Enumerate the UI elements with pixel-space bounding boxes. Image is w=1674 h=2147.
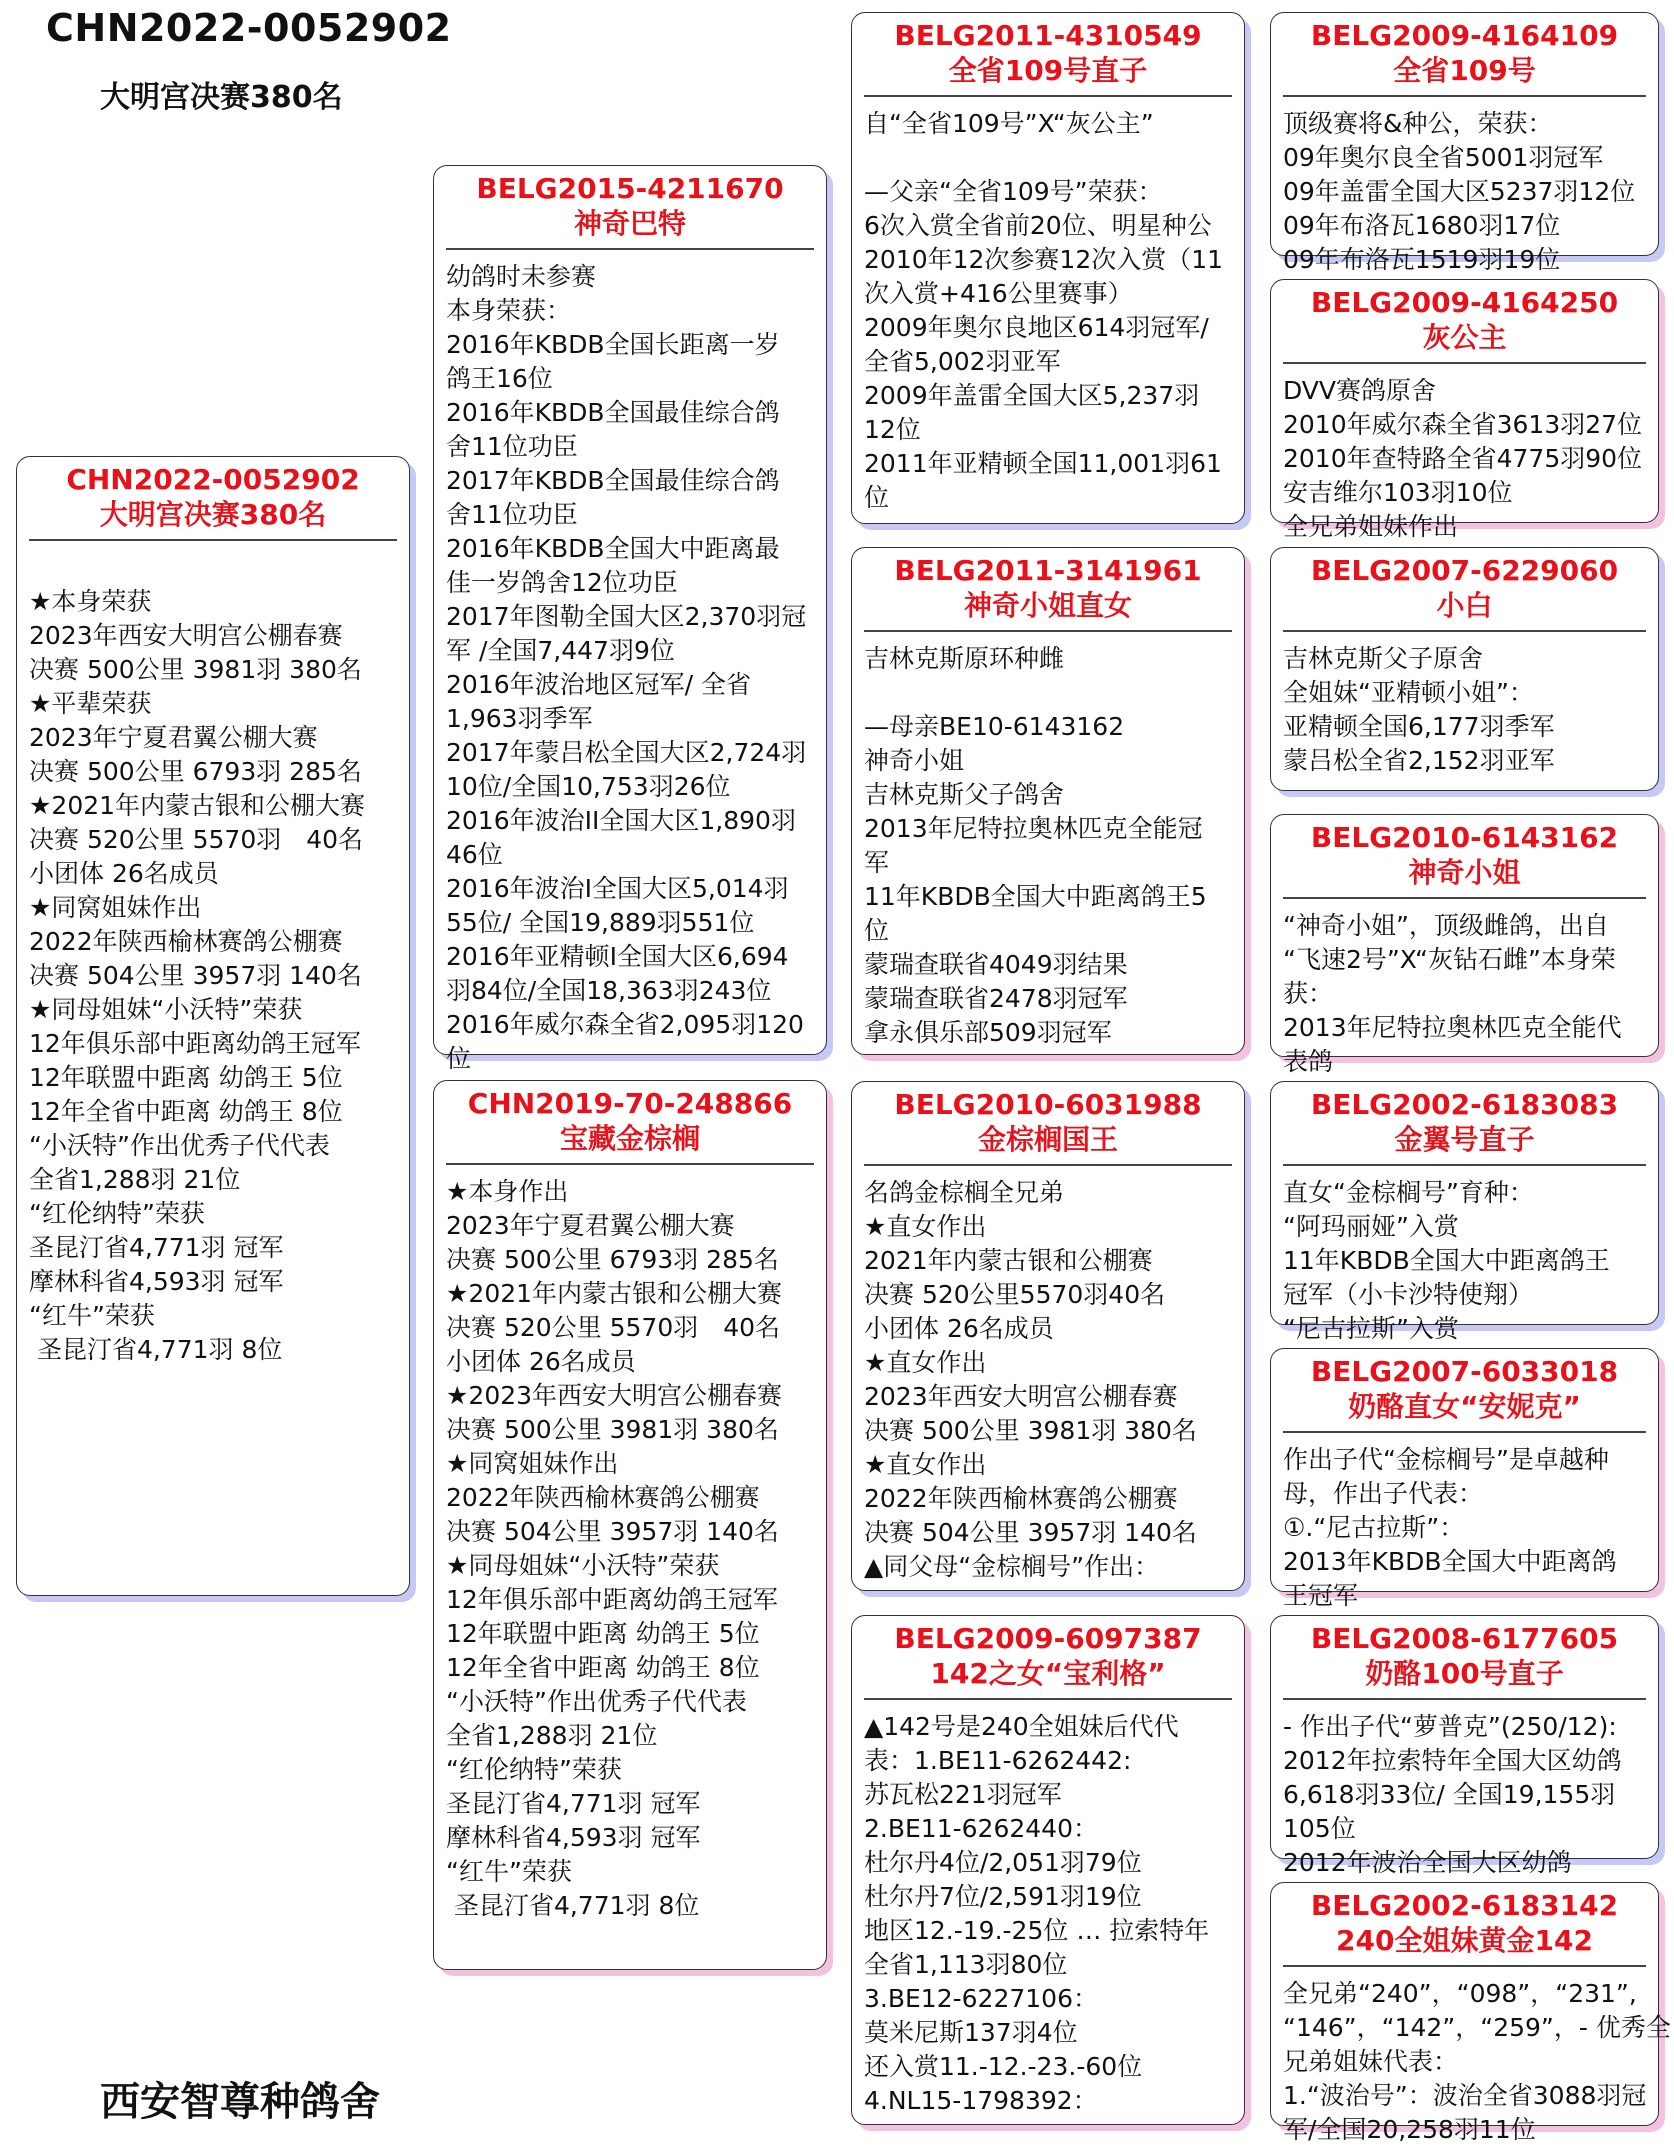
card-divider <box>1283 1698 1646 1700</box>
card-body <box>1271 1443 1658 1613</box>
card-divider <box>1283 1431 1646 1433</box>
achievement-line: 2013年尼特拉奥林匹克全能代 <box>1283 1013 1622 1042</box>
achievement-line: ★同母姐妹“小沃特”荣获 <box>29 995 303 1024</box>
card-body <box>1271 1710 1658 1880</box>
achievement-line: ★平辈荣获 <box>29 689 152 718</box>
achievement-line: 55位/ 全国19,889羽551位 <box>446 908 755 937</box>
achievement-line: 1.“波治号”：波治全省3088羽冠 <box>1283 2081 1647 2110</box>
pigeon-name: 全省109号直子 <box>948 54 1148 87</box>
dam-dam-card <box>851 1615 1245 2125</box>
achievement-line: 圣昆汀省4,771羽 冠军 <box>446 1789 701 1818</box>
achievement-line: 2021年内蒙古银和公棚赛 <box>864 1246 1153 1275</box>
sire-card <box>433 165 827 1073</box>
achievement-line: 全兄弟姐妹作出 <box>1283 512 1459 541</box>
card-body <box>434 1175 826 1923</box>
sire-dam-sire-card <box>1270 547 1659 791</box>
card-divider <box>446 248 814 250</box>
achievement-line: 2016年KBDB全国大中距离最 <box>446 534 780 563</box>
achievement-line: 杜尔丹4位/2,051羽79位 <box>864 1848 1142 1877</box>
achievement-line: ★同窝姐妹作出 <box>446 1449 619 1478</box>
sire-dam-dam-card <box>1270 814 1659 1076</box>
ring-number: BELG2011-3141961 <box>894 554 1202 587</box>
achievement-line: 神奇小姐 <box>864 746 965 775</box>
achievement-line: 羽84位/全国18,363羽243位 <box>446 976 772 1005</box>
card-body <box>1271 909 1658 1079</box>
achievement-line: ★直女作出 <box>864 1212 987 1241</box>
sire-sire-sire-card <box>1270 12 1659 274</box>
achievement-line: 2016年波治I全国大区5,014羽 <box>446 874 789 903</box>
achievement-line: ★直女作出 <box>864 1348 987 1377</box>
card-body <box>17 551 409 1367</box>
achievement-line: 2016年波治II全国大区1,890羽 <box>446 806 796 835</box>
achievement-line: 3.BE12-6227106： <box>864 1984 1098 2013</box>
achievement-line: 决赛 520公里 5570羽 40名 <box>446 1313 781 1342</box>
achievement-line: 安吉维尔103羽10位 <box>1283 478 1513 507</box>
achievement-line: 鸽王16位 <box>446 364 553 393</box>
achievement-line: 位 <box>864 916 890 945</box>
achievement-line: ★同母姐妹“小沃特”荣获 <box>446 1551 720 1580</box>
pigeon-name: 神奇巴特 <box>573 207 686 240</box>
achievement-line: 获： <box>1283 979 1334 1008</box>
achievement-line: 圣昆汀省4,771羽 8位 <box>446 1891 700 1920</box>
achievement-line: “146”，“142”，“259”，- 优秀全 <box>1283 2013 1671 2042</box>
card-divider <box>1283 95 1646 97</box>
achievement-line: “小沃特”作出优秀子代代表 <box>446 1687 747 1716</box>
achievement-line: 本身荣获： <box>446 296 572 325</box>
achievement-line: 苏瓦松221羽冠军 <box>864 1780 1062 1809</box>
card-body <box>1271 1977 1671 2147</box>
achievement-line: 顶级赛将&种公，荣获： <box>1283 109 1553 138</box>
pigeon-name: 金棕榈国王 <box>977 1123 1118 1156</box>
achievement-line: ★直女作出 <box>864 1450 987 1479</box>
achievement-line: “阿玛丽娅”入赏 <box>1283 1212 1459 1241</box>
card-divider <box>29 539 397 541</box>
achievement-line: 全省1,113羽80位 <box>864 1950 1068 1979</box>
achievement-line: 圣昆汀省4,771羽 冠军 <box>29 1233 284 1262</box>
achievement-line: 12年联盟中距离 幼鸽王 5位 <box>446 1619 760 1648</box>
achievement-line: 决赛 520公里 5570羽 40名 <box>29 825 364 854</box>
achievement-line: 摩林科省4,593羽 冠军 <box>446 1823 701 1852</box>
card-body <box>434 260 826 1076</box>
pigeon-name: 小白 <box>1436 589 1493 622</box>
achievement-line: 2010年查特路全省4775羽90位 <box>1283 444 1643 473</box>
achievement-line: —母亲BE10-6143162 <box>864 712 1125 741</box>
ring-number: BELG2002-6183083 <box>1310 1088 1619 1121</box>
achievement-line: 2022年陕西榆林赛鸽公棚赛 <box>446 1483 760 1512</box>
achievement-line: ①.“尼古拉斯”： <box>1283 1513 1465 1542</box>
achievement-line: 圣昆汀省4,771羽 8位 <box>29 1335 283 1364</box>
achievement-line: 10位/全国10,753羽26位 <box>446 772 731 801</box>
pigeon-name: 神奇小姐 <box>1408 856 1521 889</box>
achievement-line: 12位 <box>864 415 921 444</box>
achievement-line: 杜尔丹7位/2,591羽19位 <box>864 1882 1142 1911</box>
achievement-line: 2022年陕西榆林赛鸽公棚赛 <box>864 1484 1178 1513</box>
achievement-line: 2023年西安大明宫公棚春赛 <box>29 621 343 650</box>
achievement-line: 2012年拉索特年全国大区幼鸽 <box>1283 1746 1622 1775</box>
achievement-line: ★2021年内蒙古银和公棚大赛 <box>446 1279 783 1308</box>
achievement-line: 幼鸽时未参赛 <box>446 262 597 291</box>
achievement-line: 莫米尼斯137羽4位 <box>864 2018 1078 2047</box>
card-body <box>1271 374 1658 544</box>
achievement-line: 吉林克斯父子原舍 <box>1283 644 1484 673</box>
achievement-line: 蒙瑞查联省4049羽结果 <box>864 950 1128 979</box>
ring-number: BELG2009-6097387 <box>894 1622 1202 1655</box>
achievement-line: 决赛 500公里 3981羽 380名 <box>864 1416 1197 1445</box>
achievement-line: 2017年KBDB全国最佳综合鸽 <box>446 466 780 495</box>
achievement-line: 11年KBDB全国大中距离鸽王 <box>1283 1246 1610 1275</box>
achievement-line: 军 <box>864 848 890 877</box>
achievement-line: 全省1,288羽 21位 <box>29 1165 241 1194</box>
card-divider <box>1283 630 1646 632</box>
achievement-line: “红牛”荣获 <box>446 1857 572 1886</box>
achievement-line: 王冠军 <box>1283 1581 1359 1610</box>
card-divider <box>446 1163 814 1165</box>
card-divider <box>864 95 1232 97</box>
dam-dam-sire-card <box>1270 1615 1659 1877</box>
achievement-line: 决赛 504公里 3957羽 140名 <box>446 1517 779 1546</box>
achievement-line: “小沃特”作出优秀子代代表 <box>29 1131 330 1160</box>
pigeon-name: 金翼号直子 <box>1394 1123 1535 1156</box>
achievement-line: 2017年蒙吕松全国大区2,724羽 <box>446 738 807 767</box>
achievement-line: 表鸽 <box>1283 1047 1334 1076</box>
dam-card <box>433 1080 827 1970</box>
card-divider <box>1283 1164 1646 1166</box>
achievement-line: 2016年KBDB全国长距离一岁 <box>446 330 780 359</box>
achievement-line: “红伦纳特”荣获 <box>446 1755 622 1784</box>
achievement-line: 2017年图勒全国大区2,370羽冠 <box>446 602 807 631</box>
achievement-line: 决赛 520公里5570羽40名 <box>864 1280 1166 1309</box>
card-body <box>852 642 1244 1050</box>
achievement-line: ★同窝姐妹作出 <box>29 893 202 922</box>
achievement-line: 09年布洛瓦1680羽17位 <box>1283 211 1561 240</box>
achievement-line: —父亲“全省109号”荣获： <box>864 177 1163 206</box>
achievement-line: 12年联盟中距离 幼鸽王 5位 <box>29 1063 343 1092</box>
dam-sire-card <box>851 1081 1245 1591</box>
achievement-line: 决赛 504公里 3957羽 140名 <box>864 1518 1197 1547</box>
sire-dam-card <box>851 547 1245 1055</box>
achievement-line: 次入赏+416公里赛事） <box>864 279 1133 308</box>
card-body <box>852 1176 1244 1584</box>
achievement-line: 12年俱乐部中距离幼鸽王冠军 <box>446 1585 778 1614</box>
ring-number: BELG2009-4164250 <box>1310 286 1619 319</box>
achievement-line: 2.BE11-6262440： <box>864 1814 1098 1843</box>
ring-number: BELG2010-6143162 <box>1310 821 1619 854</box>
card-body <box>1271 1176 1658 1346</box>
ring-number: BELG2009-4164109 <box>1310 19 1619 52</box>
achievement-line: 全省5,002羽亚军 <box>864 347 1061 376</box>
card-divider <box>1283 1965 1646 1967</box>
achievement-line: 2010年威尔森全省3613羽27位 <box>1283 410 1643 439</box>
achievement-line: 09年盖雷全国大区5237羽12位 <box>1283 177 1636 206</box>
achievement-line: “神奇小姐”，顶级雌鸽，出自 <box>1283 911 1609 940</box>
achievement-line: 2016年威尔森全省2,095羽120 <box>446 1010 804 1039</box>
pedigree-header-subtitle: 大明宫决赛380名 <box>100 80 343 115</box>
achievement-line: 2016年亚精顿I全国大区6,694 <box>446 942 789 971</box>
card-divider <box>864 1164 1232 1166</box>
achievement-line: 舍11位功臣 <box>446 432 578 461</box>
achievement-line: “红伦纳特”荣获 <box>29 1199 205 1228</box>
achievement-line: 46位 <box>446 840 503 869</box>
achievement-line: 12年全省中距离 幼鸽王 8位 <box>29 1097 343 1126</box>
ring-number: BELG2007-6229060 <box>1310 554 1619 587</box>
achievement-line: 小团体 26名成员 <box>864 1314 1054 1343</box>
achievement-line: 12年全省中距离 幼鸽王 8位 <box>446 1653 760 1682</box>
pigeon-name: 240全姐妹黄金142 <box>1336 1924 1593 1957</box>
achievement-line: 11年KBDB全国大中距离鸽王5 <box>864 882 1207 911</box>
dam-sire-sire-card <box>1270 1081 1659 1343</box>
achievement-line: 舍11位功臣 <box>446 500 578 529</box>
card-divider <box>1283 362 1646 364</box>
ring-number: BELG2008-6177605 <box>1310 1622 1619 1655</box>
achievement-line: 2016年波治地区冠军/ 全省 <box>446 670 751 699</box>
card-body <box>852 1710 1244 2118</box>
pigeon-name: 奶酪直女“安妮克” <box>1348 1390 1581 1423</box>
achievement-line: 全姐妹“亚精顿小姐”： <box>1283 678 1534 707</box>
loft-name-footer: 西安智尊种鸽舍 <box>100 2079 380 2125</box>
achievement-line: 2012年波治全国大区幼鸽 <box>1283 1848 1572 1877</box>
achievement-line: 作出子代“金棕榈号”是卓越种 <box>1283 1445 1609 1474</box>
achievement-line: 决赛 504公里 3957羽 140名 <box>29 961 362 990</box>
card-divider <box>864 630 1232 632</box>
achievement-line <box>864 141 1238 175</box>
achievement-line: 决赛 500公里 6793羽 285名 <box>446 1245 779 1274</box>
achievement-line: 09年布洛瓦1519羽19位 <box>1283 245 1561 274</box>
achievement-line: ★2023年西安大明宫公棚春赛 <box>446 1381 783 1410</box>
dam-sire-dam-card <box>1270 1348 1659 1610</box>
achievement-line: 6,618羽33位/ 全国19,155羽 <box>1283 1780 1616 1809</box>
achievement-line: 军/全国20,258羽11位 <box>1283 2115 1536 2144</box>
achievement-line: 决赛 500公里 3981羽 380名 <box>446 1415 779 1444</box>
achievement-line: 兄弟姐妹代表： <box>1283 2047 1459 2076</box>
achievement-line: 小团体 26名成员 <box>446 1347 636 1376</box>
achievement-line: 吉林克斯父子鸽舍 <box>864 780 1065 809</box>
card-body <box>852 107 1244 515</box>
achievement-line: ▲同父母“金棕榈号”作出： <box>864 1552 1160 1581</box>
achievement-line: 全兄弟“240”，“098”，“231”, <box>1283 1979 1637 2008</box>
achievement-line: 自“全省109号”X“灰公主” <box>864 109 1154 138</box>
achievement-line: 2023年宁夏君翼公棚大赛 <box>29 723 318 752</box>
dam-dam-dam-card <box>1270 1882 1671 2144</box>
achievement-line: 亚精顿全国6,177羽季军 <box>1283 712 1555 741</box>
achievement-line: 决赛 500公里 3981羽 380名 <box>29 655 362 684</box>
achievement-line: ★本身作出 <box>446 1177 569 1206</box>
achievement-line: 小团体 26名成员 <box>29 859 219 888</box>
achievement-line <box>29 551 403 585</box>
achievement-line: 名鸽金棕榈全兄弟 <box>864 1178 1065 1207</box>
achievement-line: 2022年陕西榆林赛鸽公棚赛 <box>29 927 343 956</box>
pigeon-name: 全省109号 <box>1393 54 1536 87</box>
achievement-line: “飞速2号”X“灰钻石雌”本身荣 <box>1283 945 1616 974</box>
pigeon-name: 灰公主 <box>1422 321 1507 354</box>
pigeon-name: 宝藏金棕榈 <box>559 1122 700 1155</box>
achievement-line: 2023年宁夏君翼公棚大赛 <box>446 1211 735 1240</box>
ring-number: BELG2007-6033018 <box>1310 1355 1619 1388</box>
achievement-line: 09年奥尔良全省5001羽冠军 <box>1283 143 1604 172</box>
achievement-line: 直女“金棕榈号”育种： <box>1283 1178 1534 1207</box>
achievement-line: 还入赏11.-12.-23.-60位 <box>864 2052 1143 2081</box>
achievement-line: 1,963羽季军 <box>446 704 593 733</box>
achievement-line: 母，作出子代表： <box>1283 1479 1484 1508</box>
ring-number: BELG2011-4310549 <box>894 19 1202 52</box>
card-divider <box>864 1698 1232 1700</box>
card-body <box>1271 107 1658 277</box>
achievement-line: 位 <box>864 483 890 512</box>
achievement-line: “尼古拉斯”入赏 <box>1283 1314 1459 1343</box>
achievement-line <box>864 676 1238 710</box>
achievement-line: 军 /全国7,447羽9位 <box>446 636 675 665</box>
ring-number: BELG2015-4211670 <box>476 172 784 205</box>
achievement-line: 2011年亚精顿全国11,001羽61 <box>864 449 1222 478</box>
achievement-line: 2009年奥尔良地区614羽冠军/ <box>864 313 1209 342</box>
achievement-line: 地区12.-19.-25位 … 拉索特年 <box>864 1916 1210 1945</box>
achievement-line: 105位 <box>1283 1814 1356 1843</box>
achievement-line: - 作出子代“萝普克”(250/12): <box>1283 1712 1617 1741</box>
card-body <box>1271 642 1658 778</box>
ring-number: BELG2010-6031988 <box>894 1088 1202 1121</box>
achievement-line: 2023年西安大明宫公棚春赛 <box>864 1382 1178 1411</box>
pigeon-name: 神奇小姐直女 <box>963 589 1132 622</box>
achievement-line: 2010年12次参赛12次入赏（11 <box>864 245 1224 274</box>
pedigree-header-code: CHN2022-0052902 <box>46 6 452 50</box>
achievement-line: 2013年尼特拉奥林匹克全能冠 <box>864 814 1203 843</box>
achievement-line: ★本身荣获 <box>29 587 152 616</box>
sire-sire-card <box>851 12 1245 524</box>
achievement-line: 蒙吕松全省2,152羽亚军 <box>1283 746 1555 775</box>
pigeon-name: 大明宫决赛380名 <box>99 498 327 531</box>
achievement-line: 佳一岁鸽舍12位功臣 <box>446 568 678 597</box>
achievement-line: 位 <box>446 1044 472 1073</box>
achievement-line: 2016年KBDB全国最佳综合鸽 <box>446 398 780 427</box>
achievement-line: 2009年盖雷全国大区5,237羽 <box>864 381 1200 410</box>
ring-number: CHN2019-70-248866 <box>467 1087 793 1120</box>
achievement-line: 全省1,288羽 21位 <box>446 1721 658 1750</box>
achievement-line: “红牛”荣获 <box>29 1301 155 1330</box>
achievement-line: DVV赛鸽原舍 <box>1283 376 1437 405</box>
sire-sire-dam-card <box>1270 279 1659 541</box>
ring-number: CHN2022-0052902 <box>66 463 360 496</box>
achievement-line: 冠军（小卡沙特使翔） <box>1283 1280 1534 1309</box>
achievement-line: 4.NL15-1798392： <box>864 2086 1098 2115</box>
ring-number: BELG2002-6183142 <box>1310 1889 1619 1922</box>
achievement-line: 拿永俱乐部509羽冠军 <box>864 1018 1112 1047</box>
achievement-line: 2013年KBDB全国大中距离鸽 <box>1283 1547 1617 1576</box>
achievement-line: 蒙瑞查联省2478羽冠军 <box>864 984 1128 1013</box>
pigeon-name: 奶酪100号直子 <box>1365 1657 1564 1690</box>
achievement-line: ▲142号是240全姐妹后代代 <box>864 1712 1179 1741</box>
achievement-line: 表：1.BE11-6262442: <box>864 1746 1132 1775</box>
achievement-line: 12年俱乐部中距离幼鸽王冠军 <box>29 1029 361 1058</box>
achievement-line: 吉林克斯原环种雌 <box>864 644 1065 673</box>
achievement-line: ★2021年内蒙古银和公棚大赛 <box>29 791 366 820</box>
achievement-line: 6次入赏全省前20位、明星种公 <box>864 211 1212 240</box>
achievement-line: 摩林科省4,593羽 冠军 <box>29 1267 284 1296</box>
subject-card <box>16 456 410 1596</box>
pigeon-name: 142之女“宝利格” <box>930 1657 1166 1690</box>
card-divider <box>1283 897 1646 899</box>
achievement-line: 决赛 500公里 6793羽 285名 <box>29 757 362 786</box>
